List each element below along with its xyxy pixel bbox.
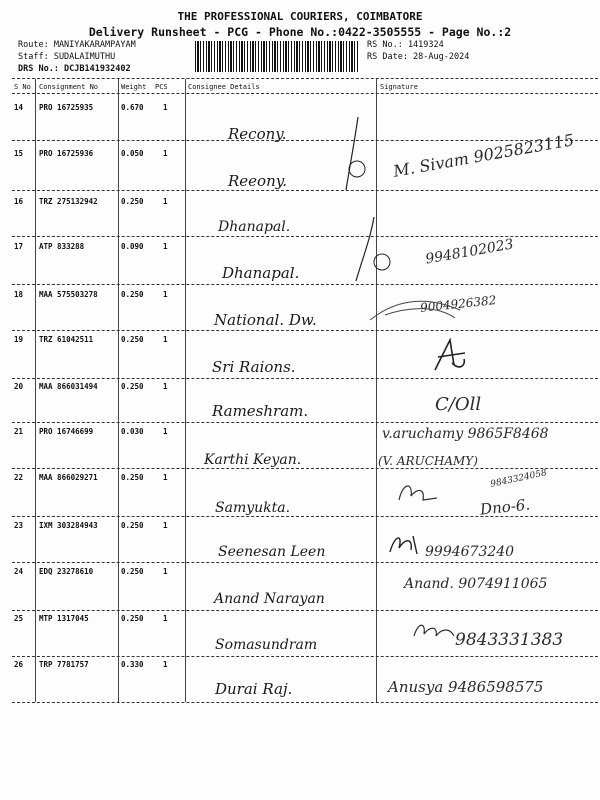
staff-label: Staff: SUDALAIMUTHU [18, 52, 116, 62]
row-weight: 0.670 [121, 103, 144, 112]
consignee-handwriting: Seenesan Leen [218, 544, 326, 560]
signature-handwriting: Dno-6. [479, 495, 531, 519]
column-divider [35, 79, 36, 702]
row-weight: 0.250 [121, 567, 144, 576]
signature-handwriting: M. Sivam 9025823115 [391, 130, 576, 181]
row-sno: 17 [14, 242, 24, 251]
row-pcs: 1 [163, 567, 168, 576]
signature-handwriting: 9004926382 [419, 293, 497, 315]
row-consignment: TRP 7781757 [39, 660, 89, 669]
row-consignment: IXM 303284943 [39, 521, 98, 530]
signature-scribble [410, 618, 458, 646]
rs-date: RS Date: 28-Aug-2024 [367, 52, 470, 62]
row-weight: 0.090 [121, 242, 144, 251]
row-pcs: 1 [163, 290, 168, 299]
consignee-handwriting: Sri Raions. [212, 358, 296, 376]
consignee-handwriting: Recony. [228, 125, 287, 143]
signature-scribble [395, 478, 440, 508]
row-sno: 24 [14, 567, 24, 576]
row-consignment: TRZ 275132942 [39, 197, 98, 206]
column-divider [118, 79, 119, 702]
row-sno: 26 [14, 660, 24, 669]
row-weight: 0.250 [121, 473, 144, 482]
header-top-rule [12, 78, 598, 79]
row-sno: 16 [14, 197, 24, 206]
consignee-handwriting: Somasundram [215, 637, 318, 653]
row-separator [12, 562, 598, 563]
signature-handwriting: 9948102023 [424, 236, 515, 268]
row-pcs: 1 [163, 197, 168, 206]
signature-handwriting: Anand. 9074911065 [404, 576, 548, 592]
row-pcs: 1 [163, 149, 168, 158]
row-separator [12, 656, 598, 657]
row-sno: 18 [14, 290, 24, 299]
row-separator [12, 190, 598, 191]
circled-mark [345, 155, 375, 185]
row-weight: 0.250 [121, 521, 144, 530]
printed-name-handwriting: (V. ARUCHAMY) [378, 454, 478, 468]
row-weight: 0.330 [121, 660, 144, 669]
circled-mark [370, 250, 400, 275]
row-sno: 20 [14, 382, 24, 391]
row-separator [12, 610, 598, 611]
row-consignment: MTP 1317045 [39, 614, 89, 623]
signature-scribble [430, 335, 470, 375]
consignee-handwriting: Durai Raj. [215, 680, 293, 698]
row-weight: 0.250 [121, 614, 144, 623]
signature-handwriting: C/Oll [435, 394, 482, 415]
column-divider [185, 79, 186, 702]
col-sno: S No [14, 83, 31, 91]
company-title: THE PROFESSIONAL COURIERS, COIMBATORE [177, 10, 423, 23]
row-consignment: EDQ 23278610 [39, 567, 94, 576]
row-consignment: PRO 16746699 [39, 427, 94, 436]
row-weight: 0.250 [121, 335, 144, 344]
row-consignment: ATP 833288 [39, 242, 85, 251]
row-pcs: 1 [163, 521, 168, 530]
row-sno: 23 [14, 521, 24, 530]
drs-label: DRS No.: DCJB141932402 [18, 64, 131, 74]
row-separator [12, 378, 598, 379]
row-pcs: 1 [163, 242, 168, 251]
consignee-handwriting: Anand Narayan [214, 591, 325, 607]
row-weight: 0.250 [121, 382, 144, 391]
col-signature: Signature [380, 83, 418, 91]
row-consignment: PRO 16725935 [39, 103, 94, 112]
row-sno: 25 [14, 614, 24, 623]
row-consignment: MAA 575503278 [39, 290, 98, 299]
column-divider [376, 79, 377, 702]
row-consignment: PRO 16725936 [39, 149, 94, 158]
row-pcs: 1 [163, 335, 168, 344]
table-bottom-rule [12, 702, 598, 703]
col-weight: Weight [121, 83, 147, 91]
row-separator [12, 422, 598, 423]
row-sno: 19 [14, 335, 24, 344]
row-weight: 0.250 [121, 197, 144, 206]
row-pcs: 1 [163, 103, 168, 112]
row-separator [12, 468, 598, 469]
row-sno: 22 [14, 473, 24, 482]
row-weight: 0.030 [121, 427, 144, 436]
row-pcs: 1 [163, 660, 168, 669]
route-label: Route: MANIYAKARAMPAYAM [18, 40, 136, 50]
row-sno: 21 [14, 427, 24, 436]
row-pcs: 1 [163, 382, 168, 391]
consignee-handwriting: Karthi Keyan. [204, 452, 302, 468]
row-pcs: 1 [163, 614, 168, 623]
row-consignment: MAA 866031494 [39, 382, 98, 391]
row-weight: 0.250 [121, 290, 144, 299]
col-consignee: Consignee Details [188, 83, 260, 91]
consignee-handwriting: Dhanapal. [218, 219, 291, 235]
signature-number-handwriting: 9843324058 [489, 468, 548, 490]
row-consignment: TRZ 61042511 [39, 335, 94, 344]
signature-handwriting: 9843331383 [455, 630, 564, 650]
consignee-handwriting: Rameshram. [212, 402, 309, 420]
runsheet-subtitle: Delivery Runsheet - PCG - Phone No.:0422-3505555 - Page No.:2 [88, 25, 512, 39]
signature-handwriting: Anusya 9486598575 [388, 678, 544, 696]
header-bottom-rule [12, 93, 598, 94]
row-weight: 0.050 [121, 149, 144, 158]
stamp-scribble [365, 290, 465, 330]
row-separator [12, 330, 598, 331]
consignee-handwriting: National. Dw. [214, 311, 317, 329]
col-consignment: Consignment No [39, 83, 99, 91]
col-pcs: PCS [155, 83, 168, 91]
row-separator [12, 516, 598, 517]
row-sno: 15 [14, 149, 24, 158]
consignee-handwriting: Dhanapal. [222, 264, 300, 282]
barcode [195, 41, 360, 72]
signature-handwriting: v.aruchamy 9865F8468 [382, 426, 549, 442]
rs-number: RS No.: 1419324 [367, 40, 444, 50]
row-pcs: 1 [163, 473, 168, 482]
consignee-handwriting: Samyukta. [215, 500, 291, 516]
consignee-handwriting: Reeony. [228, 172, 287, 190]
row-consignment: MAA 866029271 [39, 473, 98, 482]
row-pcs: 1 [163, 427, 168, 436]
signature-scribble [385, 528, 425, 558]
signature-handwriting: 9994673240 [425, 544, 515, 560]
row-sno: 14 [14, 103, 24, 112]
row-separator [12, 284, 598, 285]
